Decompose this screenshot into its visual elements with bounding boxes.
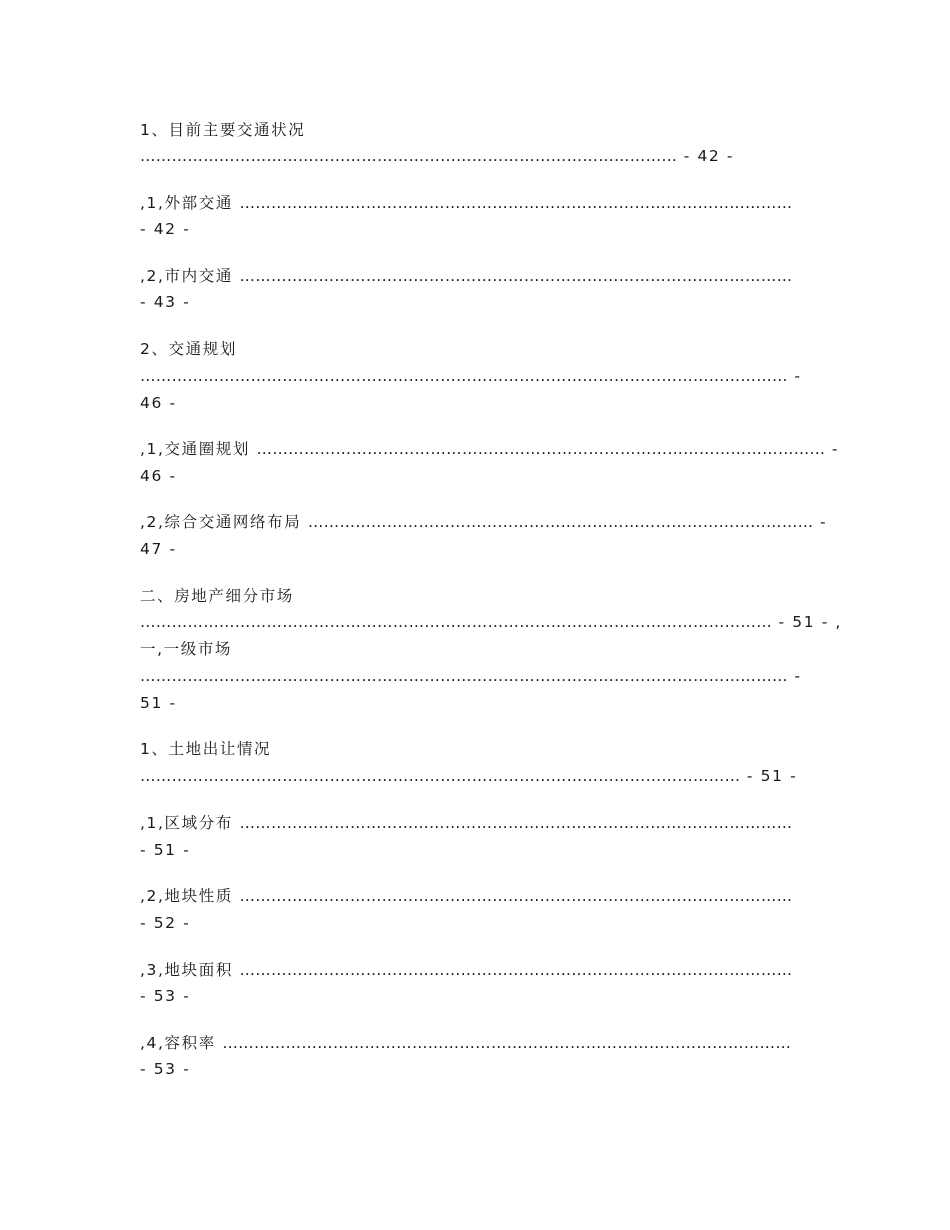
toc-title: ,2,市内交通 — [140, 267, 240, 285]
toc-page: - 52 - — [140, 914, 191, 932]
toc-title: 1、土地出让情况 — [140, 740, 272, 758]
toc-line — [140, 219, 190, 239]
toc-title: ,1,区域分布 — [140, 814, 240, 832]
toc-leader: …………………………………………………………………………………………………… — [140, 767, 741, 785]
toc-page: - 53 - — [140, 987, 191, 1005]
toc-leader: …………………………………………………………………………………………………………… — [140, 667, 788, 685]
toc-line — [140, 366, 802, 386]
toc-line — [140, 120, 305, 140]
toc-line — [140, 766, 797, 786]
toc-page: - 51 - — [740, 767, 798, 785]
toc-line — [140, 512, 827, 532]
toc-page: - 43 - — [140, 293, 191, 311]
toc-line — [140, 393, 177, 413]
toc-leader: ………………………………………………………………………………………… — [140, 147, 678, 165]
toc-page: - 42 - — [140, 220, 191, 238]
toc-page: - 53 - — [140, 1060, 191, 1078]
toc-page: 47 - — [140, 540, 177, 558]
toc-title: 1、目前主要交通状况 — [140, 121, 306, 139]
toc-line — [140, 266, 792, 286]
toc-leader: ……………………………………………………………………………………………… — [222, 1034, 792, 1052]
toc-leader: …………………………………………………………………………………………… — [239, 267, 793, 285]
toc-page: - — [787, 367, 802, 385]
toc-line — [140, 612, 842, 632]
toc-line — [140, 960, 792, 980]
toc-page: 51 - — [140, 694, 177, 712]
toc-line — [140, 146, 734, 166]
toc-title: ,1,交通圈规划 — [140, 440, 257, 458]
toc-leader: ………………………………………………………………………………………………………… — [140, 613, 772, 631]
toc-line — [140, 639, 232, 659]
toc-page: - — [787, 667, 802, 685]
toc-title: ,2,地块性质 — [140, 887, 240, 905]
toc-line — [140, 193, 792, 213]
toc-page: 46 - — [140, 394, 177, 412]
toc-page: - 51 - — [140, 841, 191, 859]
toc-line — [140, 813, 792, 833]
toc-line — [140, 986, 190, 1006]
toc-line — [140, 339, 237, 359]
toc-page: - 42 - — [677, 147, 735, 165]
toc-title: ,3,地块面积 — [140, 961, 240, 979]
toc-page: - — [825, 440, 840, 458]
toc-title: ,2,综合交通网络布局 — [140, 513, 308, 531]
toc-line — [140, 466, 177, 486]
toc-leader: …………………………………………………………………………………………… — [239, 887, 793, 905]
toc-line — [140, 439, 839, 459]
toc-leader: …………………………………………………………………………………… — [307, 513, 814, 531]
toc-leader: …………………………………………………………………………………………………………… — [140, 367, 788, 385]
toc-line — [140, 886, 792, 906]
toc-leader: …………………………………………………………………………………………… — [239, 814, 793, 832]
toc-line — [140, 840, 190, 860]
toc-page: 46 - — [140, 467, 177, 485]
toc-title: 一,一级市场 — [140, 640, 233, 658]
toc-leader: …………………………………………………………………………………………… — [239, 961, 793, 979]
toc-leader: …………………………………………………………………………………………… — [239, 194, 793, 212]
toc-title: 二、房地产细分市场 — [140, 587, 294, 605]
toc-line — [140, 292, 190, 312]
toc-title: 2、交通规划 — [140, 340, 237, 358]
toc-line — [140, 913, 190, 933]
toc-line — [140, 739, 271, 759]
toc-title: ,1,外部交通 — [140, 194, 240, 212]
toc-line — [140, 693, 177, 713]
toc-line — [140, 1033, 791, 1053]
toc-line — [140, 666, 802, 686]
toc-line — [140, 1059, 190, 1079]
toc-page: - 51 - , — [772, 613, 842, 631]
toc-line — [140, 586, 294, 606]
toc-line — [140, 539, 177, 559]
toc-title: ,4,容积率 — [140, 1034, 223, 1052]
toc-leader: ……………………………………………………………………………………………… — [256, 440, 826, 458]
toc-page: - — [813, 513, 828, 531]
